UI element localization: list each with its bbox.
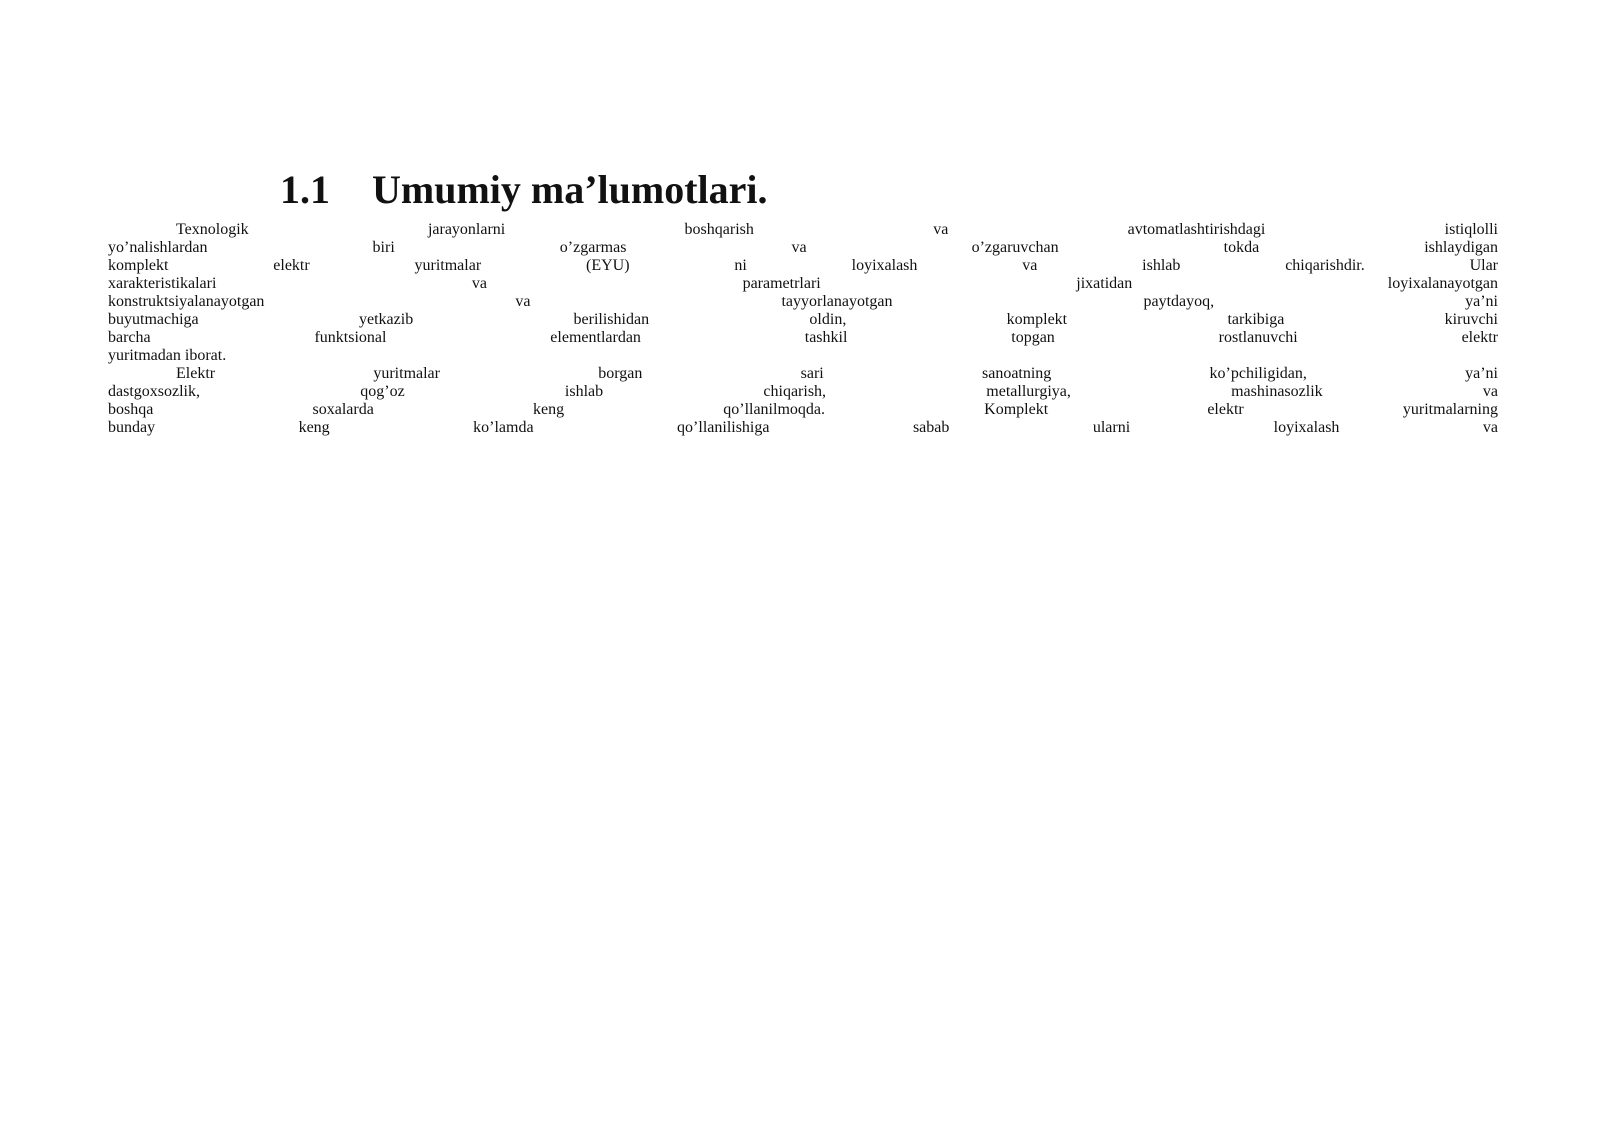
section-heading	[280, 160, 768, 220]
text-line: dastgoxsozlik, qog’oz ishlab chiqarish, metallurgiya, mashinasozlik va	[108, 383, 1498, 400]
text-line: bunday keng ko’lamda qo’llanilishiga sabab ularni loyixalash va	[108, 419, 1498, 436]
text-line: xarakteristikalari va parametrlari jixatidan loyixalanayotgan	[108, 275, 1498, 292]
text-line: boshqa soxalarda keng qo’llanilmoqda. Komplekt elektr yuritmalarning	[108, 401, 1498, 418]
text-line: konstruktsiyalanayotgan va tayyorlanayotgan paytdayoq, ya’ni	[108, 293, 1498, 310]
text-line: Texnologik jarayonlarni boshqarish va avtomatlashtirishdagi istiqlolli	[176, 221, 1498, 238]
text-line: yo’nalishlardan biri o’zgarmas va o’zgaruvchan tokda ishlaydigan	[108, 239, 1498, 256]
text-line: buyutmachiga yetkazib berilishidan oldin, komplekt tarkibiga kiruvchi	[108, 311, 1498, 328]
text-line: barcha funktsional elementlardan tashkil topgan rostlanuvchi elektr	[108, 329, 1498, 346]
text-line: komplekt elektr yuritmalar (EYU) ni loyixalash va ishlab chiqarishdir. Ular	[108, 257, 1498, 274]
section-number: 1.1	[280, 167, 330, 212]
paragraph	[108, 365, 1498, 437]
text-line: yuritmadan iborat.	[108, 347, 227, 364]
text-line: Elektr yuritmalar borgan sari sanoatning ko’pchiligidan, ya’ni	[176, 365, 1498, 382]
section-title: Umumiy ma’lumotlari.	[372, 167, 768, 212]
paragraph	[108, 221, 1498, 365]
body-text	[108, 221, 1498, 437]
